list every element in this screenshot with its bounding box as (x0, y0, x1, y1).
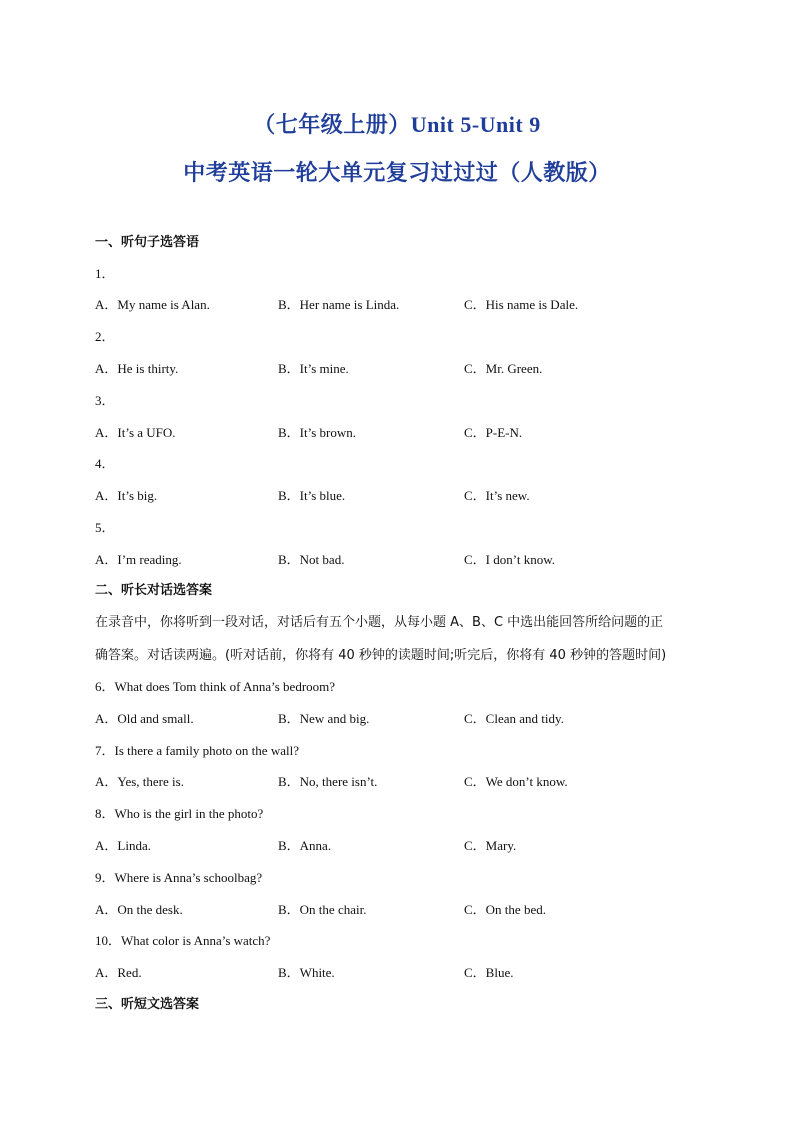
option-b: B．Her name is Linda. (278, 297, 400, 312)
option-a: A．Linda. (95, 838, 151, 853)
option-b: B．On the chair. (278, 902, 367, 917)
option-c: C．Blue. (464, 965, 514, 980)
option-b: B．It’s brown. (278, 425, 357, 440)
option-a: A．It’s big. (95, 488, 158, 503)
option-b: B．Anna. (278, 838, 332, 853)
option-a: A．Red. (95, 965, 142, 980)
option-c: C．We don’t know. (464, 774, 568, 789)
option-c: C．His name is Dale. (464, 297, 579, 312)
option-a: A．It’s a UFO. (95, 425, 176, 440)
question-7: 7．Is there a family photo on the wall? (95, 743, 299, 758)
option-b: B．White. (278, 965, 335, 980)
option-b: B．Not bad. (278, 552, 345, 567)
section-heading-1: 一、听句子选答语 (95, 235, 200, 250)
question-9: 9．Where is Anna’s schoolbag? (95, 870, 263, 885)
options-row-1 (95, 294, 715, 312)
page-title-line2: 中考英语一轮大单元复习过过过（人教版） (183, 160, 611, 185)
option-c: C．Clean and tidy. (464, 711, 564, 726)
section-heading-2: 二、听长对话选答案 (95, 583, 213, 598)
option-b: B．New and big. (278, 711, 370, 726)
option-c: C．I don’t know. (464, 552, 556, 567)
instruction-line-1: 在录音中，你将听到一段对话，对话后有五个小题，从每小题 A、B、C 中选出能回答所给问题的正 (95, 615, 664, 630)
option-a: A．I’m reading. (95, 552, 182, 567)
option-a: A．He is thirty. (95, 361, 179, 376)
option-b: B．It’s blue. (278, 488, 346, 503)
option-c: C．It’s new. (464, 488, 530, 503)
instruction-line-2: 确答案。对话读两遍。(听对话前，你将有 40 秒钟的读题时间;听完后，你将有 40 秒钟的答题时间) (95, 648, 667, 663)
options-row-6 (95, 708, 715, 726)
question-6: 6．What does Tom think of Anna’s bedroom? (95, 679, 336, 694)
option-c: C．Mr. Green. (464, 361, 543, 376)
option-a: A．Yes, there is. (95, 774, 184, 789)
question-number-3: 3． (95, 393, 115, 408)
page-title-line1: （七年级上册）Unit 5-Unit 9 (253, 112, 541, 137)
option-c: C．Mary. (464, 838, 517, 853)
option-a: A．Old and small. (95, 711, 194, 726)
options-row-4 (95, 485, 715, 503)
question-number-1: 1． (95, 266, 115, 281)
question-number-2: 2． (95, 329, 115, 344)
option-c: C．On the bed. (464, 902, 546, 917)
options-row-7 (95, 771, 715, 789)
options-row-10 (95, 962, 715, 980)
option-a: A．My name is Alan. (95, 297, 210, 312)
option-c: C．P-E-N. (464, 425, 523, 440)
option-a: A．On the desk. (95, 902, 183, 917)
option-b: B．No, there isn’t. (278, 774, 378, 789)
question-number-5: 5． (95, 520, 115, 535)
options-row-5 (95, 549, 715, 567)
options-row-9 (95, 899, 715, 917)
options-row-8 (95, 835, 715, 853)
options-row-3 (95, 422, 715, 440)
option-b: B．It’s mine. (278, 361, 349, 376)
question-number-4: 4． (95, 456, 115, 471)
options-row-2 (95, 358, 715, 376)
question-8: 8．Who is the girl in the photo? (95, 806, 264, 821)
question-10: 10．What color is Anna’s watch? (95, 933, 271, 948)
section-heading-3: 三、听短文选答案 (95, 997, 200, 1012)
